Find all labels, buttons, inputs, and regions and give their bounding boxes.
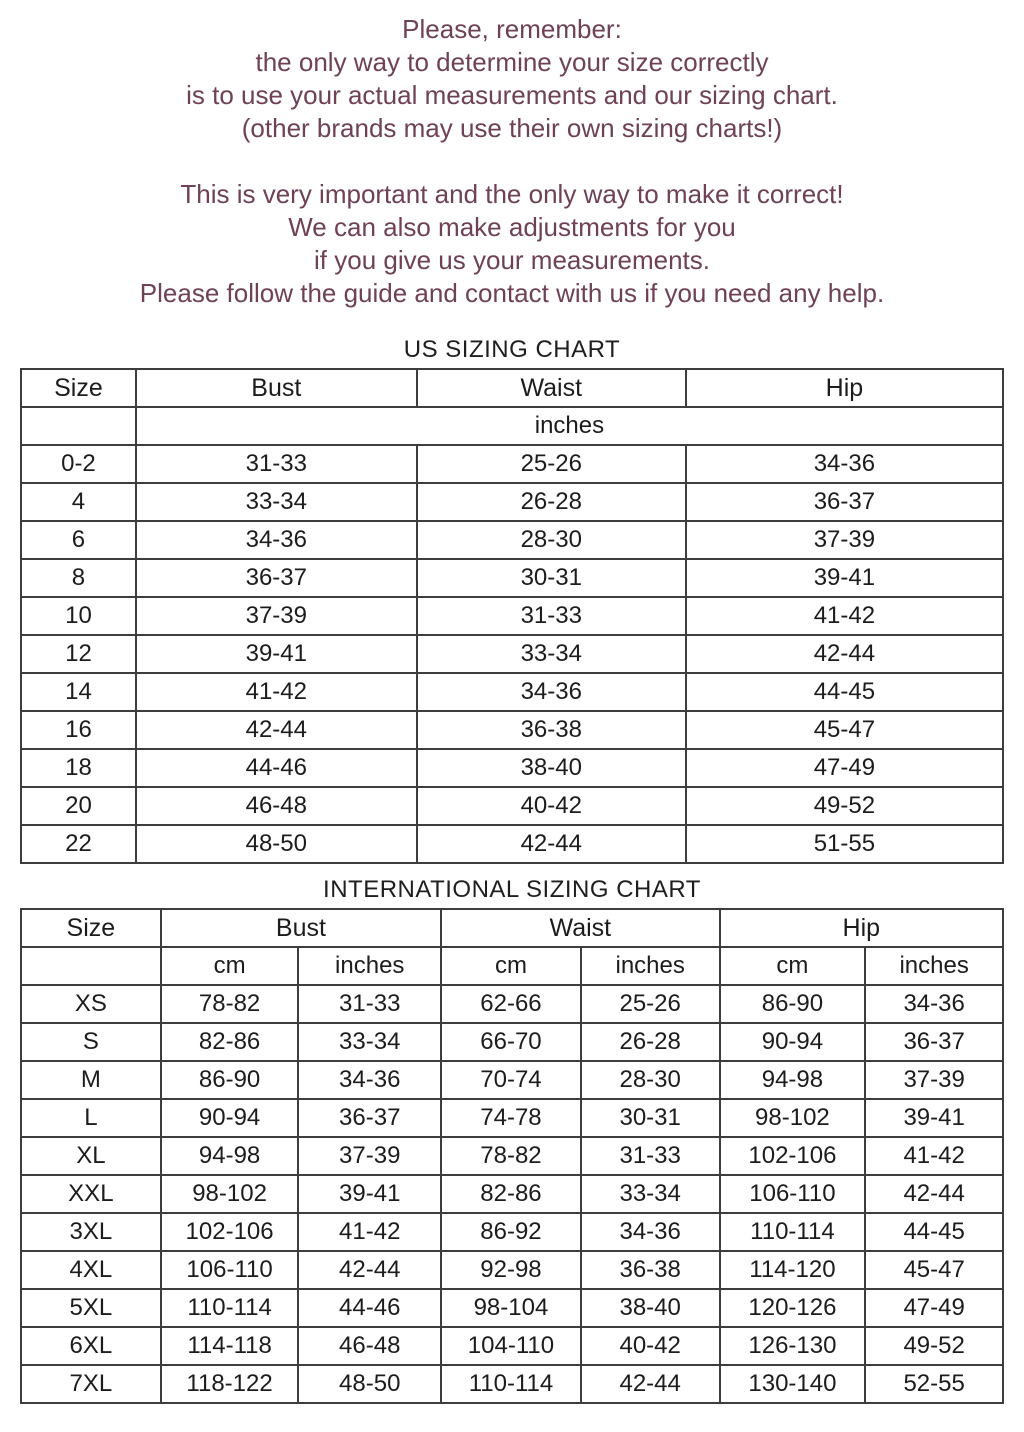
unit-label-inches: inches [865,947,1003,985]
measurement-cell: 34-36 [298,1061,441,1099]
measurement-cell: 28-30 [417,521,686,559]
measurement-cell: 39-41 [865,1099,1003,1137]
measurement-cell: 48-50 [136,825,417,863]
measurement-cell: 42-44 [136,711,417,749]
column-header-size: Size [21,369,136,407]
size-cell: 22 [21,825,136,863]
size-cell: XS [21,985,161,1023]
measurement-cell: 25-26 [581,985,720,1023]
intro-line: Please follow the guide and contact with us if you need any help. [139,278,885,308]
table-row [21,825,1003,863]
us-header-row [21,369,1003,407]
measurement-cell: 41-42 [686,597,1003,635]
measurement-cell: 74-78 [441,1099,581,1137]
measurement-cell: 130-140 [720,1365,866,1403]
size-cell: M [21,1061,161,1099]
size-cell: 20 [21,787,136,825]
measurement-cell: 114-120 [720,1251,866,1289]
table-row [21,985,1003,1023]
measurement-cell: 49-52 [686,787,1003,825]
measurement-cell: 42-44 [298,1251,441,1289]
size-cell: 18 [21,749,136,787]
measurement-cell: 110-114 [441,1365,581,1403]
measurement-cell: 39-41 [298,1175,441,1213]
size-cell: S [21,1023,161,1061]
table-row [21,1023,1003,1061]
size-cell: 8 [21,559,136,597]
measurement-cell: 37-39 [136,597,417,635]
size-cell: 16 [21,711,136,749]
measurement-cell: 31-33 [581,1137,720,1175]
measurement-cell: 47-49 [865,1289,1003,1327]
measurement-cell: 36-37 [298,1099,441,1137]
measurement-cell: 78-82 [161,985,299,1023]
table-row [21,1175,1003,1213]
measurement-cell: 34-36 [136,521,417,559]
table-row [21,521,1003,559]
measurement-cell: 90-94 [161,1099,299,1137]
intro-line: (other brands may use their own sizing charts!) [241,113,783,143]
table-row [21,1327,1003,1365]
column-header-waist: Waist [441,909,719,947]
measurement-cell: 34-36 [865,985,1003,1023]
measurement-cell: 37-39 [686,521,1003,559]
measurement-cell: 36-37 [686,483,1003,521]
size-cell: 6 [21,521,136,559]
intl-header-row [21,909,1003,947]
intro-line: Please, remember: [402,14,622,44]
table-row [21,1061,1003,1099]
size-cell: XXL [21,1175,161,1213]
measurement-cell: 90-94 [720,1023,866,1061]
measurement-cell: 33-34 [136,483,417,521]
table-row [21,1251,1003,1289]
measurement-cell: 86-90 [720,985,866,1023]
measurement-cell: 37-39 [865,1061,1003,1099]
measurement-cell: 82-86 [441,1175,581,1213]
unit-label-cm: cm [441,947,581,985]
measurement-cell: 46-48 [298,1327,441,1365]
measurement-cell: 36-37 [865,1023,1003,1061]
column-header-size: Size [21,909,161,947]
measurement-cell: 38-40 [417,749,686,787]
table-row [21,1137,1003,1175]
size-cell: 7XL [21,1365,161,1403]
measurement-cell: 62-66 [441,985,581,1023]
column-header-hip: Hip [686,369,1003,407]
measurement-cell: 66-70 [441,1023,581,1061]
table-row [21,559,1003,597]
measurement-cell: 98-104 [441,1289,581,1327]
measurement-cell: 82-86 [161,1023,299,1061]
measurement-cell: 102-106 [720,1137,866,1175]
size-cell: 10 [21,597,136,635]
measurement-cell: 34-36 [581,1213,720,1251]
measurement-cell: 26-28 [581,1023,720,1061]
measurement-cell: 44-46 [136,749,417,787]
international-table-body [21,985,1003,1403]
intro-line: if you give us your measurements. [314,245,710,275]
measurement-cell: 42-44 [581,1365,720,1403]
empty-cell [21,407,136,445]
unit-label-inches: inches [136,407,1003,445]
measurement-cell: 70-74 [441,1061,581,1099]
unit-label-cm: cm [161,947,299,985]
table-row [21,1213,1003,1251]
unit-label-inches: inches [581,947,720,985]
us-chart-title: US SIZING CHART [403,336,621,363]
measurement-cell: 52-55 [865,1365,1003,1403]
measurement-cell: 36-38 [581,1251,720,1289]
measurement-cell: 36-38 [417,711,686,749]
size-cell: XL [21,1137,161,1175]
table-row [21,749,1003,787]
column-header-waist: Waist [417,369,686,407]
measurement-cell: 40-42 [417,787,686,825]
measurement-cell: 42-44 [417,825,686,863]
us-sizing-table [20,368,1004,864]
table-row [21,673,1003,711]
measurement-cell: 94-98 [720,1061,866,1099]
us-table-body [21,445,1003,863]
table-row [21,635,1003,673]
measurement-cell: 47-49 [686,749,1003,787]
measurement-cell: 33-34 [417,635,686,673]
measurement-cell: 33-34 [581,1175,720,1213]
intro-line: is to use your actual measurements and our sizing chart. [186,80,838,110]
table-row [21,483,1003,521]
measurement-cell: 45-47 [686,711,1003,749]
measurement-cell: 42-44 [865,1175,1003,1213]
measurement-cell: 30-31 [581,1099,720,1137]
size-cell: 4 [21,483,136,521]
measurement-cell: 34-36 [686,445,1003,483]
measurement-cell: 118-122 [161,1365,299,1403]
measurement-cell: 41-42 [298,1213,441,1251]
intro-line: We can also make adjustments for you [288,212,736,242]
measurement-cell: 44-46 [298,1289,441,1327]
column-header-hip: Hip [720,909,1003,947]
measurement-cell: 120-126 [720,1289,866,1327]
size-cell: 3XL [21,1213,161,1251]
intro-text [0,0,1024,310]
measurement-cell: 39-41 [686,559,1003,597]
size-cell: 14 [21,673,136,711]
international-sizing-table [20,908,1004,1404]
measurement-cell: 48-50 [298,1365,441,1403]
table-row [21,597,1003,635]
measurement-cell: 31-33 [417,597,686,635]
measurement-cell: 102-106 [161,1213,299,1251]
measurement-cell: 126-130 [720,1327,866,1365]
size-cell: 4XL [21,1251,161,1289]
paragraph-gap [0,145,1024,178]
measurement-cell: 36-37 [136,559,417,597]
measurement-cell: 45-47 [865,1251,1003,1289]
measurement-cell: 49-52 [865,1327,1003,1365]
table-row [21,711,1003,749]
measurement-cell: 78-82 [441,1137,581,1175]
measurement-cell: 28-30 [581,1061,720,1099]
measurement-cell: 86-92 [441,1213,581,1251]
measurement-cell: 98-102 [161,1175,299,1213]
measurement-cell: 31-33 [298,985,441,1023]
measurement-cell: 86-90 [161,1061,299,1099]
intl-unit-row [21,947,1003,985]
measurement-cell: 110-114 [161,1289,299,1327]
unit-label-inches: inches [298,947,441,985]
measurement-cell: 44-45 [865,1213,1003,1251]
table-row [21,445,1003,483]
measurement-cell: 106-110 [720,1175,866,1213]
intro-line: the only way to determine your size correctly [255,47,769,77]
size-cell: 0-2 [21,445,136,483]
table-row [21,787,1003,825]
us-unit-row [21,407,1003,445]
column-header-bust: Bust [136,369,417,407]
measurement-cell: 98-102 [720,1099,866,1137]
measurement-cell: 38-40 [581,1289,720,1327]
measurement-cell: 92-98 [441,1251,581,1289]
measurement-cell: 34-36 [417,673,686,711]
unit-label-cm: cm [720,947,866,985]
measurement-cell: 41-42 [865,1137,1003,1175]
empty-cell [21,947,161,985]
measurement-cell: 44-45 [686,673,1003,711]
measurement-cell: 42-44 [686,635,1003,673]
intro-line: This is very important and the only way to make it correct! [180,179,844,209]
measurement-cell: 31-33 [136,445,417,483]
measurement-cell: 110-114 [720,1213,866,1251]
table-row [21,1099,1003,1137]
measurement-cell: 94-98 [161,1137,299,1175]
international-chart-title: INTERNATIONAL SIZING CHART [323,876,701,903]
measurement-cell: 106-110 [161,1251,299,1289]
measurement-cell: 46-48 [136,787,417,825]
measurement-cell: 104-110 [441,1327,581,1365]
measurement-cell: 51-55 [686,825,1003,863]
table-row [21,1365,1003,1403]
measurement-cell: 30-31 [417,559,686,597]
column-header-bust: Bust [161,909,441,947]
measurement-cell: 37-39 [298,1137,441,1175]
size-cell: 12 [21,635,136,673]
table-row [21,1289,1003,1327]
size-cell: L [21,1099,161,1137]
measurement-cell: 33-34 [298,1023,441,1061]
size-cell: 5XL [21,1289,161,1327]
measurement-cell: 25-26 [417,445,686,483]
measurement-cell: 39-41 [136,635,417,673]
measurement-cell: 40-42 [581,1327,720,1365]
measurement-cell: 41-42 [136,673,417,711]
measurement-cell: 114-118 [161,1327,299,1365]
measurement-cell: 26-28 [417,483,686,521]
size-cell: 6XL [21,1327,161,1365]
